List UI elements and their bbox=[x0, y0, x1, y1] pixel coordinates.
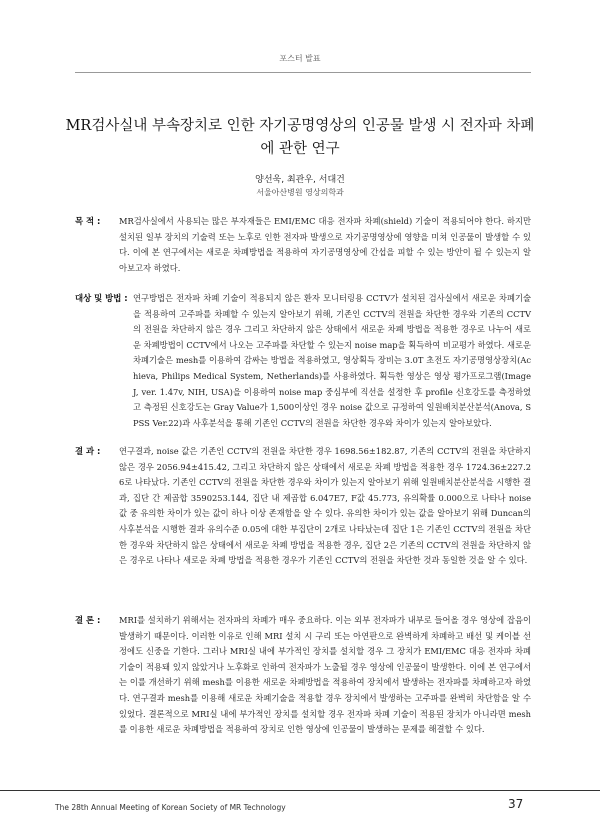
section-methods-text: 연구방법은 전자파 차폐 기술이 적용되지 않은 환자 모니터링용 CCTV가 설치된 검사실에서 새로운 차폐기술을 적용하여 고주파를 차폐할 수 있는지 알아보기 위해, 기존인 CCTV의 전원을 차단한 경우와 기존의 CCTV의 전원을 차단하지 않은 경우 그리고 차단하지 않은 상태에서 새로운 차폐 방법을 적용한 경우로 나누어 새로운 차폐방법이 CCTV에서 나오는 고주파를 차단할 수 있는지 noise map을 획득하여 비교평가 하였다. 새로운 차폐기술은 mesh를 이용하여 감싸는 방법을 적용하였고, 영상획득 장비는 3.0T 초전도 자기공명영상장치(Achieva, Philips Medical System, Netherlands)를 사용하였다. 획득한 영상은 영상 평가프로그램(Image J, ver. 1.47v, NIH, USA)을 이용하여 noise map 중심부에 직선을 설정한 후 profile 신호강도를 측정하였고 측정된 신호강도는 Gray Value가 1,500이상인 경우 noise 값으로 규정하여 일원배치분산분석(Anova, SPSS Ver.22)과 사후분석을 통해 기존인 CCTV의 전원을 차단한 경우와 차이가 있는지 알아보았다. bbox=[133, 293, 531, 428]
paper-title: MR검사실내 부속장치로 인한 자기공명영상의 인공물 발생 시 전자파 차폐에 관한 연구 bbox=[65, 118, 535, 157]
section-conclusion bbox=[75, 613, 531, 738]
section-methods-label: 대상 및 방법 : bbox=[75, 293, 128, 303]
section-purpose bbox=[75, 214, 531, 276]
authors: 양선욱, 최관우, 서대건 bbox=[255, 175, 345, 185]
section-conclusion-label: 결 론 : bbox=[75, 615, 101, 625]
header-label: 포스터 발표 bbox=[279, 54, 321, 63]
section-results-label: 결 과 : bbox=[75, 446, 101, 456]
section-purpose-label: 목 적 : bbox=[75, 216, 101, 226]
affiliation: 서울아산병원 영상의학과 bbox=[256, 188, 344, 197]
footer-journal: The 28th Annual Meeting of Korean Society of MR Technology bbox=[55, 803, 286, 812]
page-number: 37 bbox=[508, 797, 524, 811]
section-conclusion-text: MRI를 설치하기 위해서는 전자파의 차폐가 매우 중요하다. 이는 외부 전자파가 내부로 들어올 경우 영상에 잡음이 발생하기 때문이다. 이러한 이유로 인해 MRI 설치 시 구리 또는 아연판으로 완벽하게 차폐하고 배선 및 케이블 선정에도 신중을 기한다. 그러나 MRI실 내에 부가적인 장치를 설치할 경우 그 장치가 EMI/EMC 대응 전자파 차폐 기술이 적용돼 있지 않았거나 노후화로 인하여 전자파가 노출될 경우 영상에 인공물이 발생한다. 이에 본 연구에서는 이를 개선하기 위해 mesh를 이용한 새로운 차폐방법을 적용하여 장치에서 발생하는 전자파를 차폐하고자 하였다. 연구결과 mesh를 이용해 새로운 차폐기술을 적용할 경우 장치에서 발생하는 고주파를 완벽히 차단함을 알 수 있었다. 결론적으로 MRI실 내에 부가적인 장치를 설치할 경우 전자파 차폐 기술이 적용된 장치가 아니라면 mesh를 이용한 새로운 차폐방법을 적용하여 장치로 인한 영상에 인공물이 발생하는 문제를 해결할 수 있다. bbox=[119, 615, 531, 735]
section-results-text: 연구결과, noise 값은 기존인 CCTV의 전원을 차단한 경우 1698.56±182.87, 기존의 CCTV의 전원을 차단하지 않은 경우 2056.94±415.42, 그리고 차단하지 않은 상태에서 새로운 차폐 방법을 적용한 경우 1724.36±227.26로 나타났다. 기존인 CCTV의 전원을 차단한 경우와 차이가 있는지 알아보기 위해 일원배치분산분석을 시행한 결과, 집단 간 제곱합 3590253.144, 집단 내 제곱합 6.047E7, F값 45.773, 유의확률 0.000으로 나타나 noise 값 중 유의한 차이가 있는 값이 하나 이상 존재함을 알 수 있다. 유의한 차이가 있는 값을 알아보기 위해 Duncan의 사후분석을 시행한 결과 유의수준 0.05에 대한 부집단이 2개로 나타났는데 집단 1은 기존인 CCTV의 전원을 차단한 경우와 차단하지 않은 상태에서 새로운 차폐 방법을 적용한 경우, 집단 2은 기존의 CCTV의 전원을 차단하지 않은 경우로 나타나 새로운 차폐 방법을 적용한 경우가 기존인 CCTV의 전원을 차단한 것과 동일한 것을 알 수 있다. bbox=[119, 446, 531, 566]
section-results bbox=[75, 444, 531, 569]
section-purpose-text: MR검사실에서 사용되는 많은 부자재들은 EMI/EMC 대응 전자파 차폐(shield) 기술이 적용되어야 한다. 하지만 설치된 일부 장치의 기술력 또는 노후로 인한 전자파 발생으로 자기공명영상에 영향을 미쳐 인공물이 발생할 수 있다. 이에 본 연구에서는 새로운 차폐방법을 적용하여 자기공명영상에 간섭을 피할 수 있는 방안이 될 수 있는지 알아보고자 하였다. bbox=[119, 216, 531, 273]
footer-divider bbox=[0, 790, 600, 791]
section-methods bbox=[75, 291, 531, 431]
header-divider bbox=[75, 72, 531, 73]
